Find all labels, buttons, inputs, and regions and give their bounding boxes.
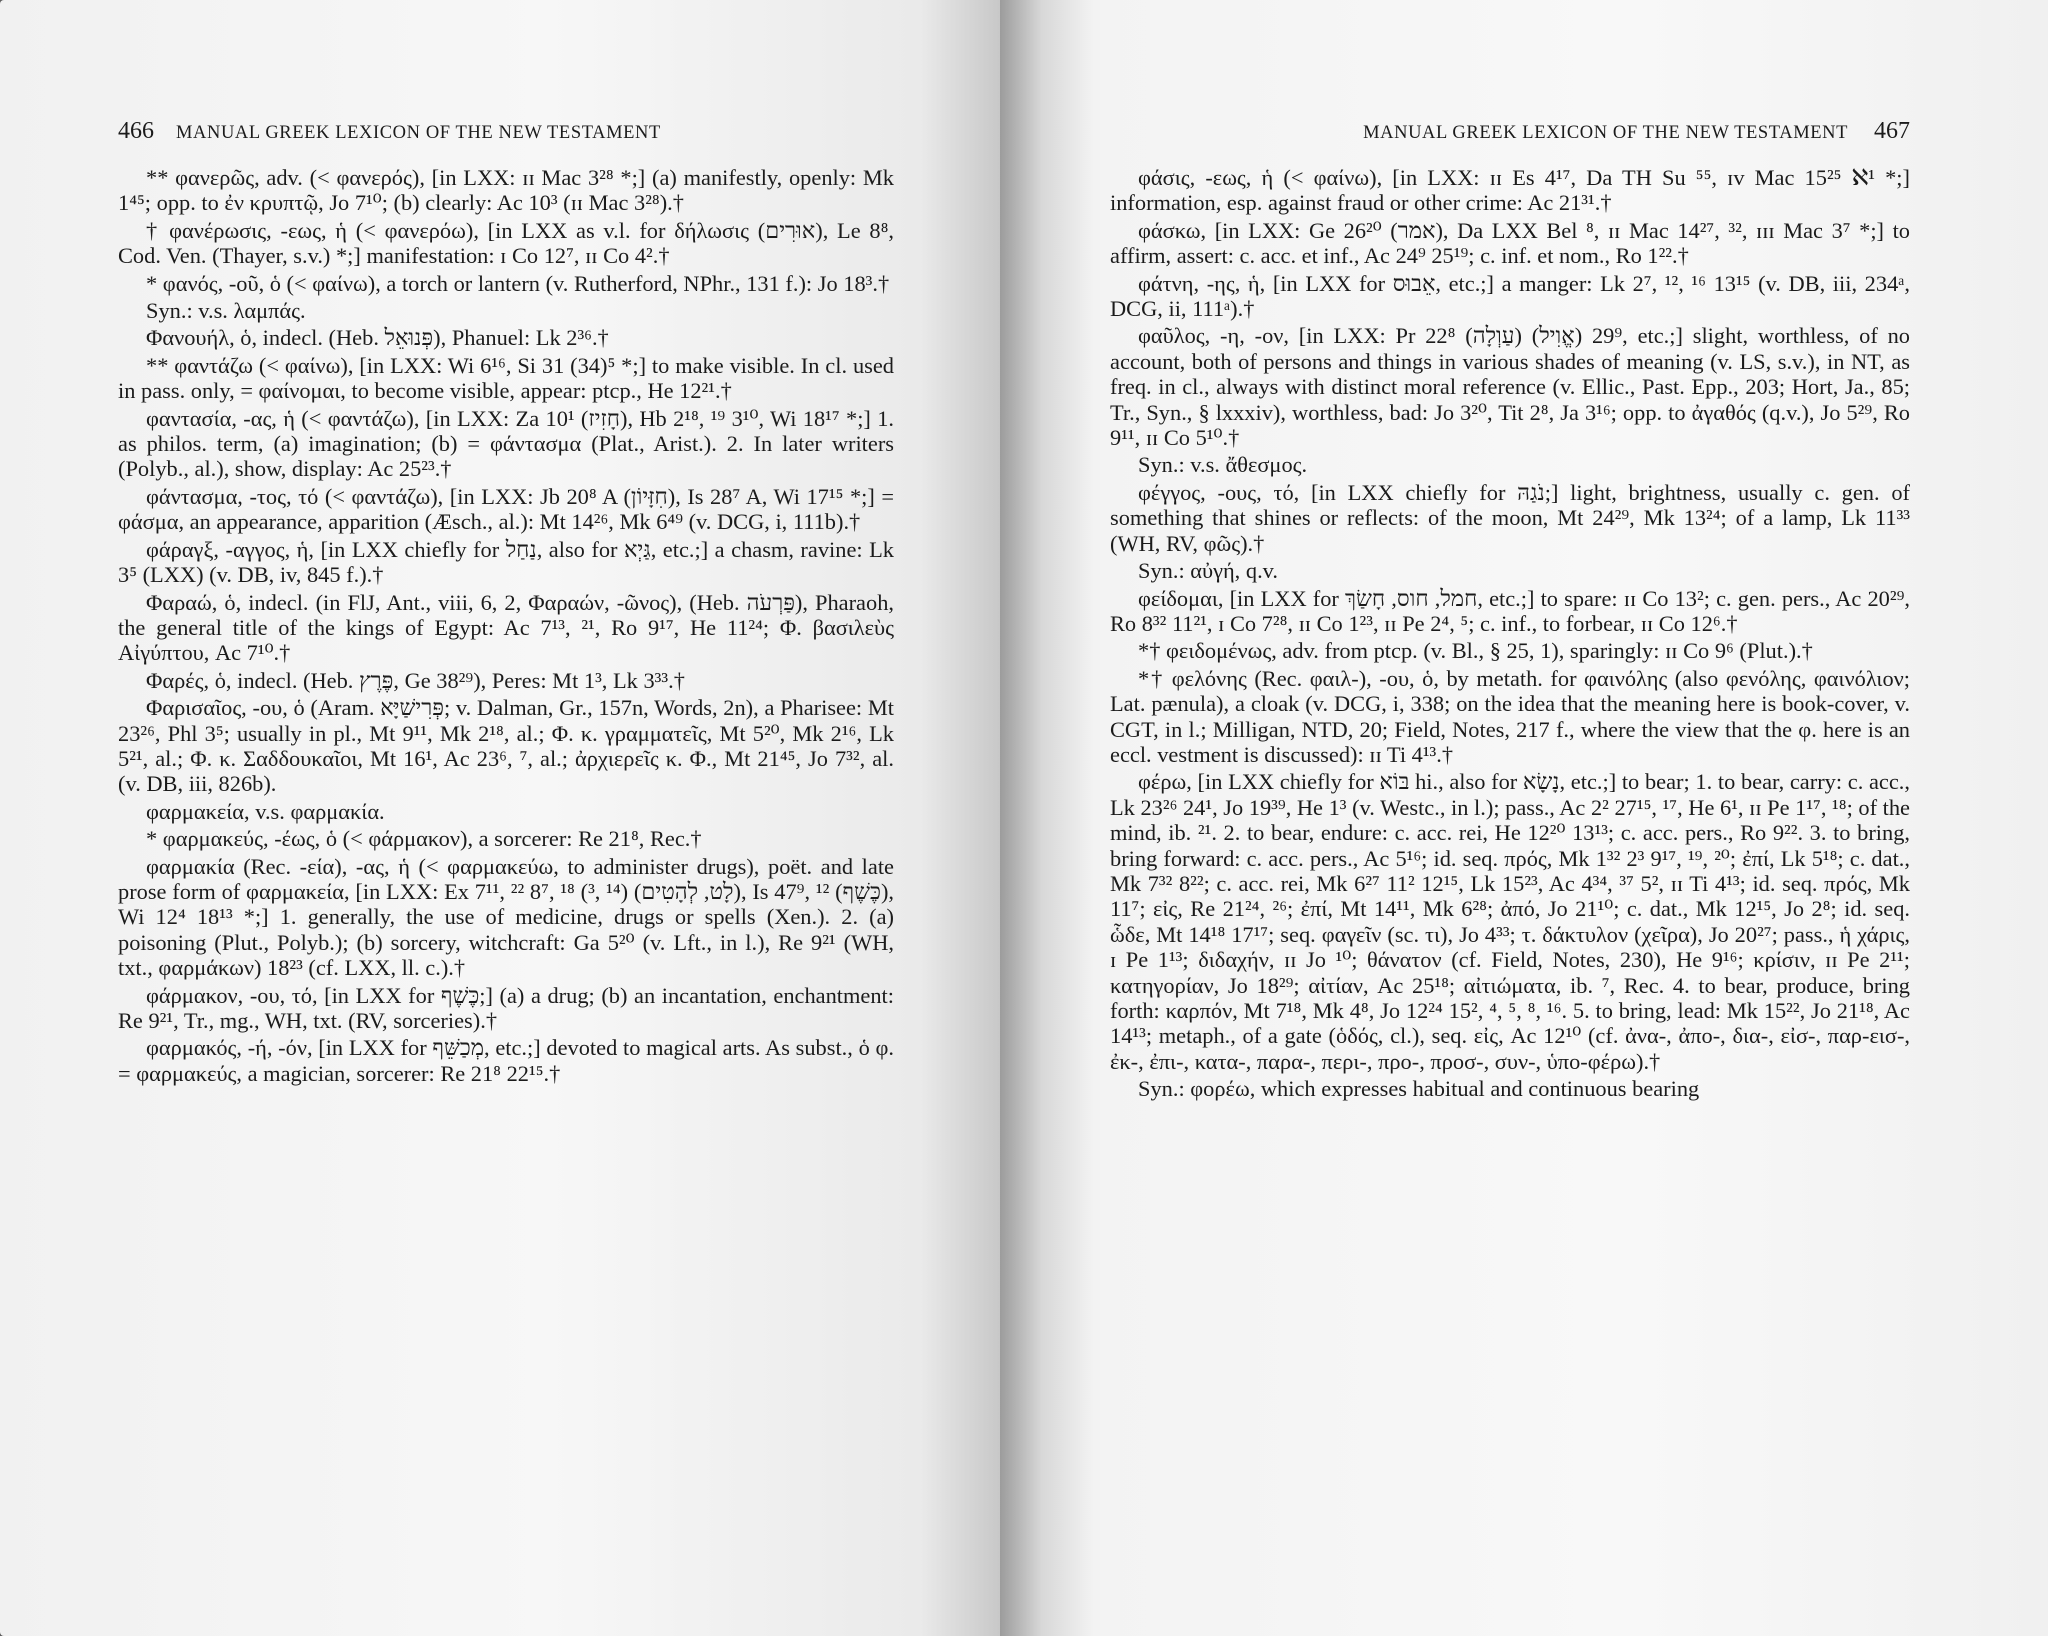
entry-list-right bbox=[1110, 165, 1910, 1102]
entry-phaneros: ** φανερῶς, adv. (< φανερός), [in LXX: ɪɪ Mac 3²⁸ *;] (a) manifestly, openly: Mk 1⁴⁵; opp. to ἐν κρυπτῷ, Jo 7¹⁰; (b) clearly: Ac 10³ (ɪɪ Mac 3²⁸).† bbox=[118, 165, 894, 216]
entry-pharmakeia-ref: φαρμακεία, v.s. φαρμακία. bbox=[146, 798, 385, 824]
entry-phares: Φαρές, ὁ, indecl. (Heb. פֶּרֶץ, Ge 38²⁹), Peres: Mt 1³, Lk 3³³.† bbox=[146, 667, 685, 693]
entry-pharmakeus: * φαρμακεύς, -έως, ὁ (< φάρμακον), a sorcerer: Re 21⁸, Rec.† bbox=[146, 826, 702, 852]
entry-pharao: Φαραώ, ὁ, indecl. (in FlJ, Ant., viii, 6, 2, Φαραών, -ῶνος), (Heb. פַּרְעֹה), Pharaoh, the general title of the kings of Egypt: Ac 7¹³, ²¹, Ro 9¹⁷, He 11²⁴; Φ. βασιλεὺς Αἰγύπτου, Ac 7¹⁰.† bbox=[118, 589, 894, 666]
entry-phengos-syn: Syn.: αὐγή, q.v. bbox=[1138, 558, 1279, 584]
entry-phantasia: φαντασία, -ας, ἡ (< φαντάζω), [in LXX: Za 10¹ (חָזִיז), Hb 2¹⁸, ¹⁹ 3¹⁰, Wi 18¹⁷ *;] 1. as philos. term, (a) imagination; (b) = φάντασμα (Plat., Arist.). 2. In later writers (Polyb., al.), show, display: Ac 25²³.† bbox=[118, 405, 894, 482]
entry-pharmakos: φαρμακός, -ή, -όν, [in LXX for מְכַשֵּׁף, etc.;] devoted to magical arts. As subst., ὁ φ. = φαρμακεύς, a magician, sorcerer: Re 21⁸ 22¹⁵.† bbox=[118, 1035, 894, 1086]
entry-phanouel: Φανουήλ, ὁ, indecl. (Heb. פְּנוּאֵל), Phanuel: Lk 2³⁶.† bbox=[146, 325, 609, 351]
entry-phasko: φάσκω, [in LXX: Ge 26²⁰ (אמר), Da LXX Bel ⁸, ɪɪ Mac 14²⁷, ³², ɪɪɪ Mac 3⁷ *;] to affirm, assert: c. acc. et inf., Ac 24⁹ 25¹⁹; c. inf. et nom., Ro 1²².† bbox=[1110, 217, 1910, 269]
entry-phanerosis: † φανέρωσις, -εως, ἡ (< φανερόω), [in LXX as v.l. for δήλωσις (אוּרִים), Le 8⁸, Cod. Ven. (Thayer, s.v.) *;] manifestation: ɪ Co 12⁷, ɪɪ Co 4².† bbox=[118, 217, 894, 269]
entry-phantasma: φάντασμα, -τος, τό (< φαντάζω), [in LXX: Jb 20⁸ A (חִזָּיוֹן), Is 28⁷ A, Wi 17¹⁵ *;] = φάσμα, an appearance, apparition (Æsch., al.): Mt 14²⁶, Mk 6⁴⁹ (v. DCG, i, 111b).† bbox=[118, 483, 894, 535]
entry-pharisaios: Φαρισαῖος, -ου, ὁ (Aram. פְּרִישַׁיָּא; v. Dalman, Gr., 157n, Words, 2n), a Pharisee: Mt 23²⁶, Phl 3⁵; usually in pl., Mt 9¹¹, Mk 2¹⁸, al.; Φ. κ. γραμματεῖς, Mt 5²⁰, Mk 2¹⁶, Lk 5²¹, al.; Φ. κ. Σαδδουκαῖοι, Mt 16¹, Ac 23⁶, ⁷, al.; ἀρχιερεῖς κ. Φ., Mt 21⁴⁵, Jo 7³², al. (v. DB, iii, 826b). bbox=[118, 695, 894, 797]
entry-phasis: φάσις, -εως, ἡ (< φαίνω), [in LXX: ɪɪ Es 4¹⁷, Da TH Su ⁵⁵, ɪv Mac 15²⁵ ℵ¹ *;] information, esp. against fraud or other crime: Ac 21³¹.† bbox=[1110, 165, 1910, 216]
entry-phero-syn: Syn.: φορέω, which expresses habitual and continuous bearing bbox=[1138, 1076, 1700, 1102]
entry-phaulos: φαῦλος, -η, -ον, [in LXX: Pr 22⁸ (עַוְלָה) 29⁹ (אֱוִיל), etc.;] slight, worthless, of no account, both of persons and things in various shades of meaning (v. LS, s.v.), in NT, as freq. in cl., always with distinct moral reference (v. Ellic., Past. Epp., 203; Hort, Ja., 85; Tr., Syn., § lxxxiv), worthless, bad: Jo 3²⁰, Tit 2⁸, Ja 3¹⁶; opp. to ἀγαθός (q.v.), Jo 5²⁹, Ro 9¹¹, ɪɪ Co 5¹⁰.† bbox=[1110, 323, 1910, 451]
entry-pharmakon: φάρμακον, -ου, τό, [in LXX for כֶּשֶׁף;] (a) a drug; (b) an incantation, enchantment: Re 9²¹, Tr., mg., WH, txt. (RV, sorceries).† bbox=[118, 982, 894, 1033]
entry-phatne: φάτνη, -ης, ἡ, [in LXX for אֵבוּס, etc.;] a manger: Lk 2⁷, ¹², ¹⁶ 13¹⁵ (v. DB, iii, 234ᵃ, DCG, ii, 111ᵃ).† bbox=[1110, 270, 1910, 322]
entry-phanos: * φανός, -οῦ, ὁ (< φαίνω), a torch or lantern (v. Rutherford, NPhr., 131 f.): Jo 18³.† bbox=[146, 270, 890, 296]
running-head-right bbox=[1110, 118, 1910, 145]
entry-phengos: φέγγος, -ους, τό, [in LXX chiefly for נֹגַהּ;] light, brightness, usually c. gen. of something that shines or reflects: of the moon, Mt 24²⁹, Mk 13²⁴; of a lamp, Lk 11³³ (WH, RV, φῶς).† bbox=[1110, 479, 1910, 556]
entry-phaulos-syn: Syn.: v.s. ἄθεσμος. bbox=[1138, 452, 1308, 478]
entry-pheidomenos: *† φειδομένως, adv. from ptcp. (v. Bl., § 25, 1), sparingly: ɪɪ Co 9⁶ (Plut.).† bbox=[1138, 638, 1813, 664]
right-page bbox=[1000, 0, 2048, 1636]
page-number-right: 467 bbox=[1874, 118, 1910, 144]
entry-list-left bbox=[118, 165, 894, 1086]
left-page bbox=[0, 0, 1000, 1636]
running-title-left: MANUAL GREEK LEXICON OF THE NEW TESTAMENT bbox=[176, 123, 661, 143]
page-number-left: 466 bbox=[118, 118, 154, 144]
entry-phanos-syn: Syn.: v.s. λαμπάς. bbox=[146, 298, 306, 324]
running-head-left bbox=[118, 118, 894, 145]
entry-pharanx: φάραγξ, -αγγος, ἡ, [in LXX chiefly for נַחַל, also for גַּיְא, etc.;] a chasm, ravine: Lk 3⁵ (LXX) (v. DB, iv, 845 f.).† bbox=[118, 536, 894, 588]
entry-phantazo: ** φαντάζω (< φαίνω), [in LXX: Wi 6¹⁶, Si 31 (34)⁵ *;] to make visible. In cl. used in pass. only, = φαίνομαι, to become visible, appear: ptcp., He 12²¹.† bbox=[118, 352, 894, 404]
entry-phelones: *† φελόνης (Rec. φαιλ-), -ου, ὁ, by metath. for φαινόλης (also φενόλης, φαινόλιον; Lat. pænula), a cloak (v. DCG, i, 338; on the idea that the meaning here is book-cover, v. CGT, in l.; Milligan, NTD, 20; Field, Notes, 217 f., where the view that the φ. here is an eccl. vestment is discussed): ɪɪ Ti 4¹³.† bbox=[1110, 665, 1910, 767]
entry-pharmakia: φαρμακία (Rec. -εία), -ας, ἡ (< φαρμακεύω, to administer drugs), poët. and late prose form of φαρμακεία, [in LXX: Ex 7¹¹, ²² 8⁷, ¹⁸ (³, ¹⁴) (לָט, לְהָטִים), Is 47⁹, ¹² (כֶּשֶׁף), Wi 12⁴ 18¹³ *;] 1. generally, the use of medicine, drugs or spells (Xen.). 2. (a) poisoning (Plut., Polyb.); (b) sorcery, witchcraft: Ga 5²⁰ (v. Lft., in l.), Re 9²¹ (WH, txt., φαρμάκων) 18²³ (cf. LXX, ll. c.).† bbox=[118, 853, 894, 981]
running-title-right: MANUAL GREEK LEXICON OF THE NEW TESTAMENT bbox=[1363, 123, 1848, 143]
entry-phero: φέρω, [in LXX chiefly for בּוֹא hi., also for נָשָׂא, etc.;] to bear; 1. to bear, carry: c. acc., Lk 23²⁶ 24¹, Jo 19³⁹, He 1³ (v. Westc., in l.); pass., Ac 2² 27¹⁵, ¹⁷, He 6¹, ɪɪ Pe 1¹⁷, ¹⁸; of the mind, ib. ²¹. 2. to bear, endure: c. acc. rei, He 12²⁰ 13¹³; c. acc. pers., Ro 9²². 3. to bring, bring forward: c. acc. pers., Ac 5¹⁶; id. seq. πρός, Mk 1³² 2³ 9¹⁷, ¹⁹, ²⁰; ἐπί, Lk 5¹⁸; c. dat., Mk 7³² 8²²; c. acc. rei, Mk 6²⁷ 11² 12¹⁵, Lk 15²³, Ac 4³⁴, ³⁷ 5², ɪɪ Ti 4¹³; id. seq. πρός, Mk 11⁷; εἰς, Re 21²⁴, ²⁶; ἐπί, Mt 14¹¹, Mk 6²⁸; ἀπό, Jo 21¹⁰; c. dat., Mk 12¹⁵, Jo 2⁸; id. seq. ὧδε, Mt 14¹⁸ 17¹⁷; seq. φαγεῖν (sc. τι), Jo 4³³; τ. δάκτυλον (χεῖρα), Jo 20²⁷; pass., ἡ χάρις, ɪ Pe 1¹³; διδαχήν, ɪɪ Jo ¹⁰; θάνατον (cf. Field, Notes, 230), He 9¹⁶; κρίσιν, ɪɪ Pe 2¹¹; κατηγορίαν, Jo 18²⁹; αἰτίαν, Ac 25¹⁸; αἰτιώματα, ib. ⁷, Rec. 4. to bear, produce, bring forth: καρπόν, Mt 7¹⁸, Mk 4⁸, Jo 12²⁴ 15², ⁴, ⁵, ⁸, ¹⁶. 5. to bring, lead: Mk 15²², Jo 21¹⁸, Ac 14¹³; metaph., of a gate (ὁδός, cl.), seq. εἰς, Ac 12¹⁰ (cf. ἀνα-, ἀπο-, δια-, εἰσ-, παρ-εισ-, ἐκ-, ἐπι-, κατα-, παρα-, περι-, προ-, προσ-, συν-, ὑπο-φέρω).† bbox=[1110, 769, 1910, 1074]
entry-pheidomai: φείδομαι, [in LXX for חמל, חוס, חָשַׂךְ, etc.;] to spare: ɪɪ Co 13²; c. gen. pers., Ac 20²⁹, Ro 8³² 11²¹, ɪ Co 7²⁸, ɪɪ Co 1²³, ɪɪ Pe 2⁴, ⁵; c. inf., to forbear, ɪɪ Co 12⁶.† bbox=[1110, 585, 1910, 636]
